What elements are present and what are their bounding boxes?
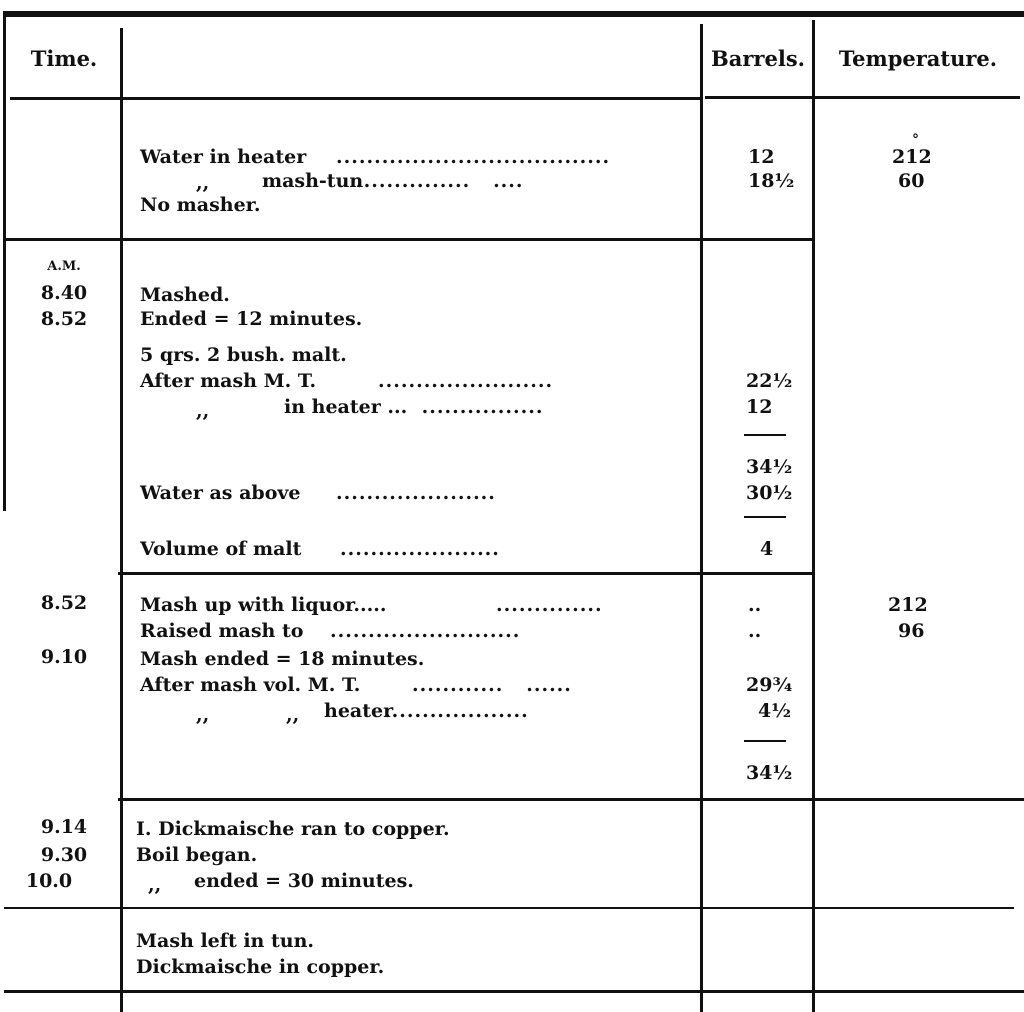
section4-rule bbox=[4, 907, 1014, 909]
dot-leader: ............... .... bbox=[356, 172, 524, 191]
top-rule bbox=[4, 11, 1024, 17]
ditto-mark: ,, bbox=[196, 704, 210, 726]
barrels-value: 4 bbox=[760, 538, 774, 560]
log-line: in heater ... bbox=[284, 396, 408, 418]
log-line: ended = 30 minutes. bbox=[194, 870, 414, 892]
time-entry: 10.0 bbox=[25, 870, 73, 892]
log-line: Mash left in tun. bbox=[136, 930, 315, 952]
sum-rule bbox=[744, 516, 786, 518]
barrels-value: 34½ bbox=[746, 456, 793, 478]
barrels-value: 4½ bbox=[758, 700, 792, 722]
section1-rule bbox=[4, 238, 814, 241]
heater-temperature: 212 bbox=[892, 146, 932, 168]
dot-leader: .............. bbox=[496, 596, 603, 615]
time-entry: 9.30 bbox=[40, 844, 88, 866]
water-in-heater-label: Water in heater bbox=[140, 146, 307, 168]
dot-leader: .................................... bbox=[336, 148, 611, 167]
dot-leader: ............ ...... bbox=[412, 676, 572, 695]
log-line: After mash M. T. bbox=[140, 370, 317, 392]
sum-rule bbox=[744, 740, 786, 742]
am-label: A.M. bbox=[47, 259, 81, 274]
dot-leader: ....................... bbox=[378, 372, 554, 391]
barrels-value: .. bbox=[748, 594, 762, 616]
mash-tun-barrels: 18½ bbox=[748, 170, 795, 192]
ditto-mark: ,, bbox=[196, 400, 210, 422]
log-line: Mashed. bbox=[140, 284, 230, 306]
heater-barrels: 12 bbox=[748, 146, 775, 168]
dot-leader: ......................... bbox=[330, 622, 521, 641]
time-entry: 9.14 bbox=[40, 816, 88, 838]
log-line: Ended = 12 minutes. bbox=[140, 308, 363, 330]
degree-mark: ° bbox=[912, 132, 919, 148]
section2-rule bbox=[118, 572, 814, 575]
barrels-value: 30½ bbox=[746, 482, 793, 504]
log-line: Mash up with liquor..... bbox=[140, 594, 387, 616]
log-line: heater bbox=[324, 700, 394, 722]
ditto-mark: ,, bbox=[148, 874, 162, 896]
log-line: Raised mash to bbox=[140, 620, 304, 642]
time-entry: 8.40 bbox=[40, 282, 88, 304]
barrels-value: 29¾ bbox=[746, 674, 793, 696]
log-line: Dickmaische in copper. bbox=[136, 956, 385, 978]
log-line: Water as above bbox=[140, 482, 301, 504]
header-barrels: Barrels. bbox=[711, 46, 805, 71]
ditto-mark: ,, bbox=[196, 172, 210, 194]
temperature-value: 212 bbox=[888, 594, 928, 616]
log-line: Mash ended = 18 minutes. bbox=[140, 648, 425, 670]
time-entry: 9.10 bbox=[40, 646, 88, 668]
barrels-value: 12 bbox=[746, 396, 773, 418]
header-rule-right bbox=[705, 96, 1020, 99]
dot-leader: ................... bbox=[384, 702, 529, 721]
dot-leader: ................ bbox=[414, 398, 544, 417]
barrels-value: 34½ bbox=[746, 762, 793, 784]
log-line: Volume of malt bbox=[140, 538, 302, 560]
no-masher-note: No masher. bbox=[140, 194, 261, 216]
dot-leader: ..................... bbox=[340, 540, 500, 559]
left-border bbox=[3, 11, 6, 511]
header-rule-left bbox=[10, 97, 700, 100]
ditto-mark: ,, bbox=[286, 704, 300, 726]
sum-rule bbox=[744, 434, 786, 436]
time-entry: 8.52 bbox=[40, 592, 88, 614]
section3-rule bbox=[118, 798, 1024, 801]
dot-leader: ..................... bbox=[336, 484, 496, 503]
barrels-value: .. bbox=[748, 620, 762, 642]
log-line: After mash vol. M. T. bbox=[140, 674, 361, 696]
log-line: Boil began. bbox=[136, 844, 258, 866]
bottom-rule bbox=[4, 990, 1024, 993]
barrels-value: 22½ bbox=[746, 370, 793, 392]
log-line: 5 qrs. 2 bush. malt. bbox=[140, 344, 347, 366]
temperature-value: 96 bbox=[898, 620, 925, 642]
time-entry: 8.52 bbox=[40, 308, 88, 330]
barrels-divider bbox=[700, 24, 703, 1012]
time-divider bbox=[120, 28, 123, 1012]
log-line: I. Dickmaische ran to copper. bbox=[136, 818, 450, 840]
mash-tun-temperature: 60 bbox=[898, 170, 925, 192]
temperature-divider bbox=[812, 20, 815, 1012]
header-time: Time. bbox=[30, 46, 98, 71]
header-temperature: Temperature. bbox=[838, 46, 998, 71]
mash-tun-label: mash-tun bbox=[262, 170, 364, 192]
